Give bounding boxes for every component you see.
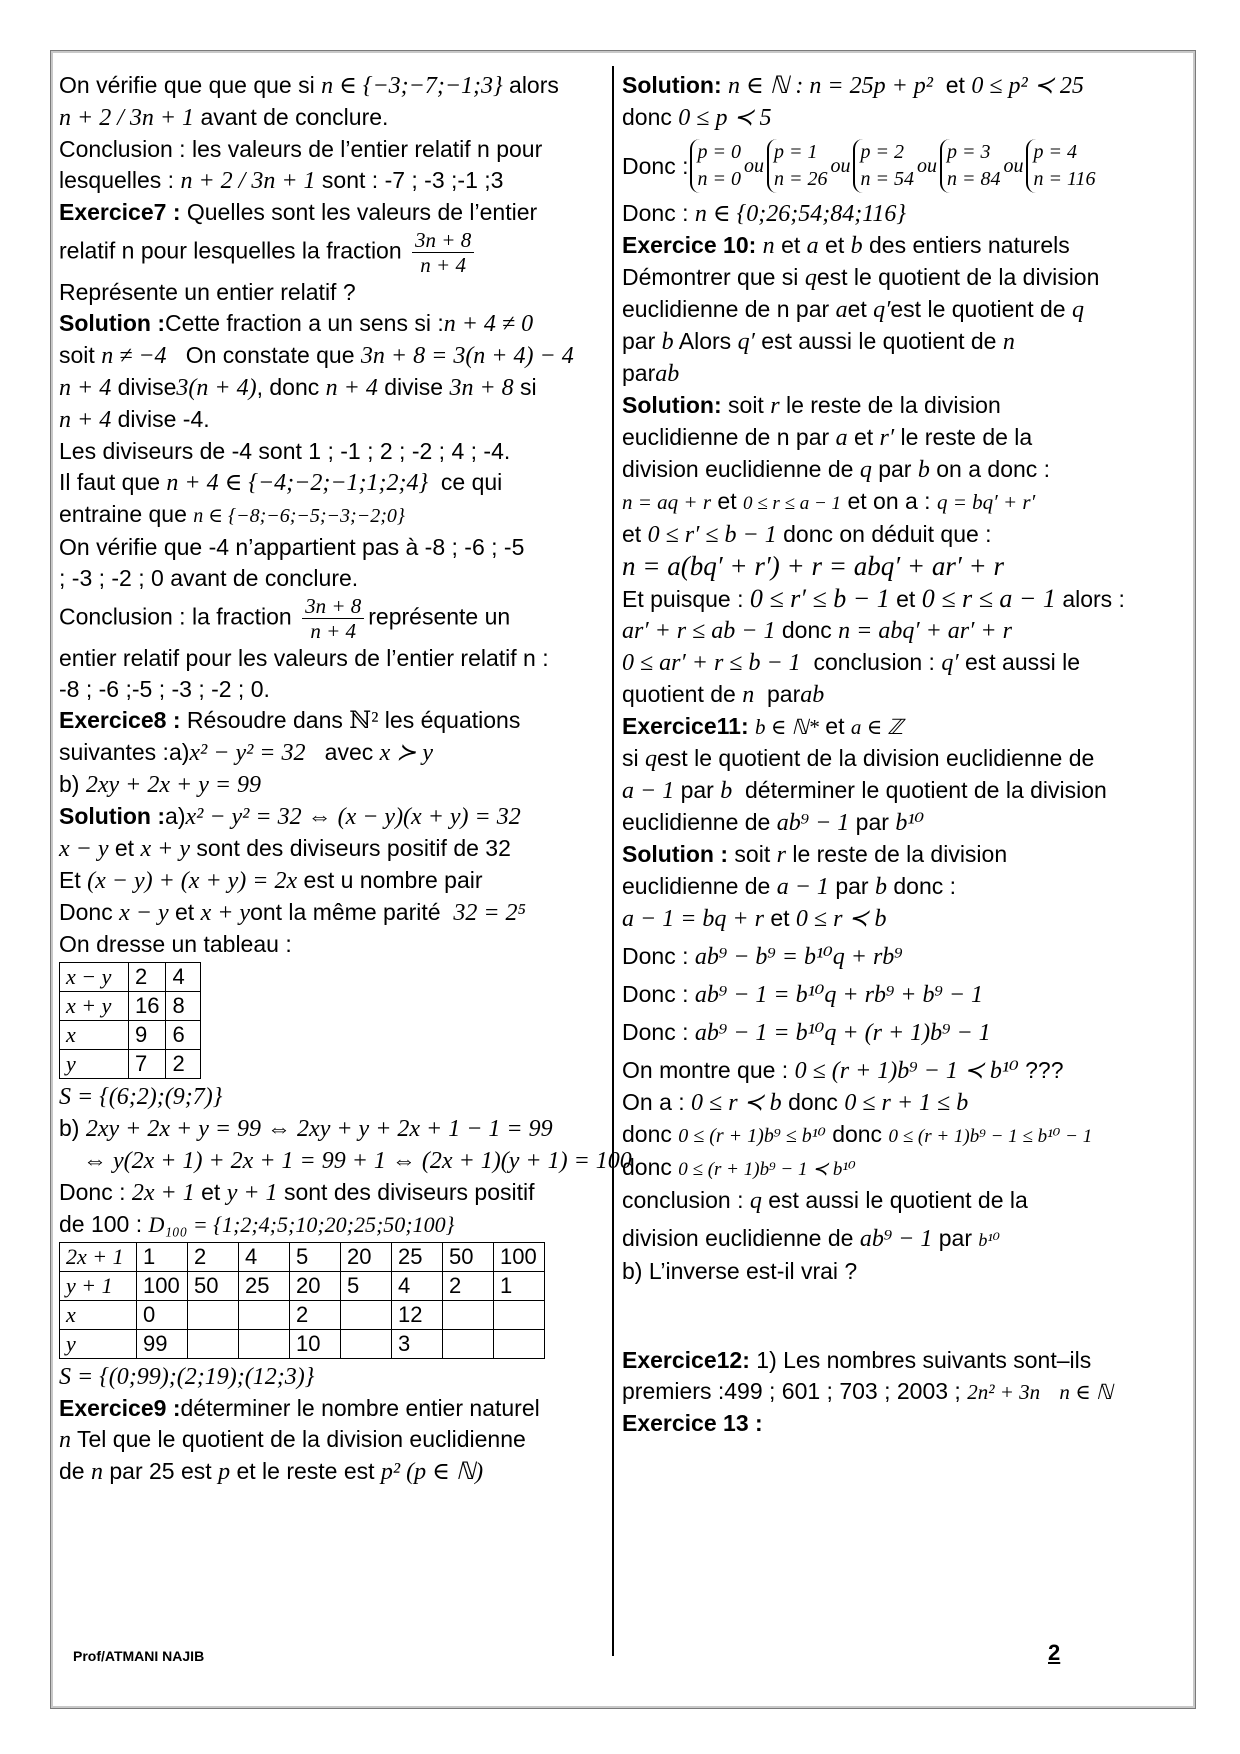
solution-7: Solution :Cette fraction a un sens si :n + 4 ≠ 0 xyxy=(59,310,534,337)
right-column xyxy=(622,70,1168,1439)
text-line: a − 1 = bq + r et 0 ≤ r ≺ b xyxy=(622,905,887,932)
text-line: b) 2xy + 2x + y = 99 ⇔ 2xy + y + 2x + 1 − 1 = 99 xyxy=(59,1115,553,1142)
solution-8: Solution :a)x² − y² = 32 ⇔ (x − y)(x + y) = 32 xyxy=(59,803,521,830)
text-line: euclidienne de n par a et r′ le reste de la xyxy=(622,424,1033,451)
solution-set: S = {(6;2);(9;7)} xyxy=(59,1084,223,1110)
text-line: n + 2 / 3n + 1 avant de conclure. xyxy=(59,104,389,131)
page-number: 2 xyxy=(1048,1640,1061,1665)
text-line: Donc : 2x + 1 et y + 1 sont des diviseurs positif xyxy=(59,1179,535,1206)
text-line: -8 ; -6 ;-5 ; -3 ; -2 ; 0. xyxy=(59,676,270,702)
text-line: et 0 ≤ r′ ≤ b − 1 donc on déduit que : xyxy=(622,521,992,548)
text-line: division euclidienne de ab⁹ − 1 par b¹⁰ xyxy=(622,1225,1001,1252)
text-line: n = aq + r et 0 ≤ r ≤ a − 1 et on a : q = bq′ + r′ xyxy=(622,488,1036,514)
exercise-11: Exercice11: b ∈ ℕ* et a ∈ ℤ xyxy=(622,713,904,739)
text-line: On dresse un tableau : xyxy=(59,931,292,957)
left-column xyxy=(59,70,632,1488)
text-line: entier relatif pour les valeurs de l’entier relatif n : xyxy=(59,645,549,671)
text-line: soit n ≠ −4 On constate que 3n + 8 = 3(n + 4) − 4 xyxy=(59,342,574,369)
text-line: euclidienne de a − 1 par b donc : xyxy=(622,873,957,900)
text-line: donc 0 ≤ (r + 1)b⁹ − 1 ≺ b¹⁰ xyxy=(622,1154,856,1180)
text-line: Donc : ab⁹ − 1 = b¹⁰q + (r + 1)b⁹ − 1 xyxy=(622,1019,991,1046)
table-row: x + y 16 8 xyxy=(60,992,201,1021)
text-line: donc 0 ≤ p ≺ 5 xyxy=(622,104,772,131)
text-line: 0 ≤ ar′ + r ≤ b − 1 conclusion : q′ est aussi le xyxy=(622,649,1081,676)
text-line: division euclidienne de q par b on a donc : xyxy=(622,456,1051,483)
text-line: Représente un entier relatif ? xyxy=(59,279,356,305)
table-row: y 7 2 xyxy=(60,1050,201,1079)
table-row: x 9 6 xyxy=(60,1021,201,1050)
exercise-10: Exercice 10: n et a et b des entiers naturels xyxy=(622,232,1070,259)
text-line: parab xyxy=(622,360,680,387)
spacer xyxy=(622,1287,1168,1345)
exercise-8: Exercice8 : Résoudre dans ℕ² les équations xyxy=(59,707,521,734)
text-line: On vérifie que que que si n ∈ {−3;−7;−1;3} alors xyxy=(59,72,559,99)
text-line: lesquelles : n + 2 / 3n + 1 sont : -7 ; -3 ;-1 ;3 xyxy=(59,167,504,194)
table-row: y + 1 100 50 25 20 5 4 2 1 xyxy=(60,1272,545,1301)
text-line: On vérifie que -4 n’appartient pas à -8 ; -6 ; -5 xyxy=(59,534,525,560)
text-line: Et puisque : 0 ≤ r′ ≤ b − 1 et 0 ≤ r ≤ a − 1 alors : xyxy=(622,584,1125,613)
exercise-12: Exercice12: 1) Les nombres suivants sont–ils xyxy=(622,1347,1092,1373)
system: p = 4 n = 116 xyxy=(1026,139,1095,193)
text-line: si qest le quotient de la division euclidienne de xyxy=(622,745,1095,772)
text-line: a − 1 par b déterminer le quotient de la division xyxy=(622,777,1107,804)
text-line: Donc : ab⁹ − b⁹ = b¹⁰q + rb⁹ xyxy=(622,943,903,970)
table-row: x 0 2 12 xyxy=(60,1301,545,1330)
table-row: 2x + 1 1 2 4 5 20 25 50 100 xyxy=(60,1243,545,1272)
text-line: premiers :499 ; 601 ; 703 ; 2003 ; 2n² + 3n n ∈ ℕ xyxy=(622,1378,1113,1404)
system: p = 0 n = 0 xyxy=(690,139,741,193)
divisors-table xyxy=(59,1242,545,1359)
text-line: n + 4 divise -4. xyxy=(59,406,210,433)
text-line: Donc : n ∈ {0;26;54;84;116} xyxy=(622,200,907,227)
text-line: b) 2xy + 2x + y = 99 xyxy=(59,771,262,798)
column-divider xyxy=(612,66,614,1656)
author-footer: Prof/ATMANI NAJIB xyxy=(73,1648,205,1664)
text-line: ar′ + r ≤ ab − 1 donc n = abq′ + ar′ + r xyxy=(622,617,1012,644)
text-line: suivantes :a)x² − y² = 32 avec x ≻ y xyxy=(59,739,434,766)
text-line: ; -3 ; -2 ; 0 avant de conclure. xyxy=(59,565,359,591)
text-line: Donc x − y et x + yont la même parité 32 = 2⁵ xyxy=(59,899,526,926)
system: p = 1 n = 26 xyxy=(767,139,828,193)
text-line: donc 0 ≤ (r + 1)b⁹ ≤ b¹⁰ donc 0 ≤ (r + 1)b⁹ − 1 ≤ b¹⁰ − 1 xyxy=(622,1121,1093,1147)
text-line: Et (x − y) + (x + y) = 2x est u nombre pair xyxy=(59,867,483,894)
text-line: n = a(bq′ + r′) + r = abq′ + ar′ + r xyxy=(622,551,1004,581)
text-line: On montre que : 0 ≤ (r + 1)b⁹ − 1 ≺ b¹⁰ ??? xyxy=(622,1057,1064,1084)
text-line: Conclusion : les valeurs de l’entier relatif n pour xyxy=(59,136,543,162)
table-row: x − y 2 4 xyxy=(60,963,201,992)
exercise-9: Exercice9 :déterminer le nombre entier naturel xyxy=(59,1395,540,1421)
text-line: x − y et x + y sont des diviseurs positif de 32 xyxy=(59,835,511,862)
solution-11: Solution : soit r le reste de la division xyxy=(622,841,1008,868)
text-line: Démontrer que si qest le quotient de la division xyxy=(622,264,1100,291)
solution-set: S = {(0;99);(2;19);(12;3)} xyxy=(59,1364,315,1390)
text-line: de n par 25 est p et le reste est p² (p ∈ ℕ) xyxy=(59,1458,484,1485)
text-line: par b Alors q′ est aussi le quotient de n xyxy=(622,328,1015,355)
systems-line: Donc : p = 0 n = 0 ou p = 1 n = 26 ou p = 2 n = 54 ou p = 3 n = 84 ou p = 4 n = 116 xyxy=(622,134,1168,198)
solution-10: Solution: soit r le reste de la division xyxy=(622,392,1001,419)
text-line: On a : 0 ≤ r ≺ b donc 0 ≤ r + 1 ≤ b xyxy=(622,1089,969,1116)
text-line: de 100 : D₁₀₀ = {1;2;4;5;10;20;25;50;100} xyxy=(59,1211,455,1237)
text-line: entraine que n ∈ {−8;−6;−5;−3;−2;0} xyxy=(59,501,405,527)
system: p = 3 n = 84 xyxy=(940,139,1001,193)
fraction: $\frac{3n + 8}{n + 4}$ xyxy=(302,594,364,643)
text-line: euclidienne de n par aet q′est le quotient de q xyxy=(622,296,1084,323)
text-line: Conclusion : la fraction $\frac{3n + 8}{n + 4}$ représente un xyxy=(59,594,511,643)
text-line: quotient de n parab xyxy=(622,681,825,708)
text-line: b) L’inverse est-il vrai ? xyxy=(622,1258,858,1284)
text-line: relatif n pour lesquelles la fraction $\frac{3n + 8}{n + 4}$ xyxy=(59,228,603,277)
exercise-13: Exercice 13 : xyxy=(622,1410,763,1436)
text-line: n Tel que le quotient de la division euclidienne xyxy=(59,1426,526,1453)
text-line: conclusion : q est aussi le quotient de la xyxy=(622,1187,1028,1214)
solution-9: Solution: n ∈ ℕ : n = 25p + p² et 0 ≤ p² ≺ 25 xyxy=(622,72,1084,99)
text-line: ⇔ y(2x + 1) + 2x + 1 = 99 + 1 ⇔ (2x + 1)(y + 1) = 100 xyxy=(83,1148,632,1174)
text-line: Il faut que n + 4 ∈ {−4;−2;−1;1;2;4} ce qui xyxy=(59,469,503,496)
text-line: euclidienne de ab⁹ − 1 par b¹⁰ xyxy=(622,809,925,836)
text-line: Les diviseurs de -4 sont 1 ; -1 ; 2 ; -2 ; 4 ; -4. xyxy=(59,438,511,464)
text-line: n + 4 divise3(n + 4), donc n + 4 divise 3n + 8 si xyxy=(59,374,537,401)
parity-table xyxy=(59,962,201,1079)
text-line: Donc : ab⁹ − 1 = b¹⁰q + rb⁹ + b⁹ − 1 xyxy=(622,981,984,1008)
system: p = 2 n = 54 xyxy=(853,139,914,193)
fraction: $\frac{3n + 8}{n + 4}$ xyxy=(412,228,474,277)
exercise-7: Exercice7 : Quelles sont les valeurs de l’entier xyxy=(59,199,538,225)
table-row: y 99 10 3 xyxy=(60,1330,545,1359)
